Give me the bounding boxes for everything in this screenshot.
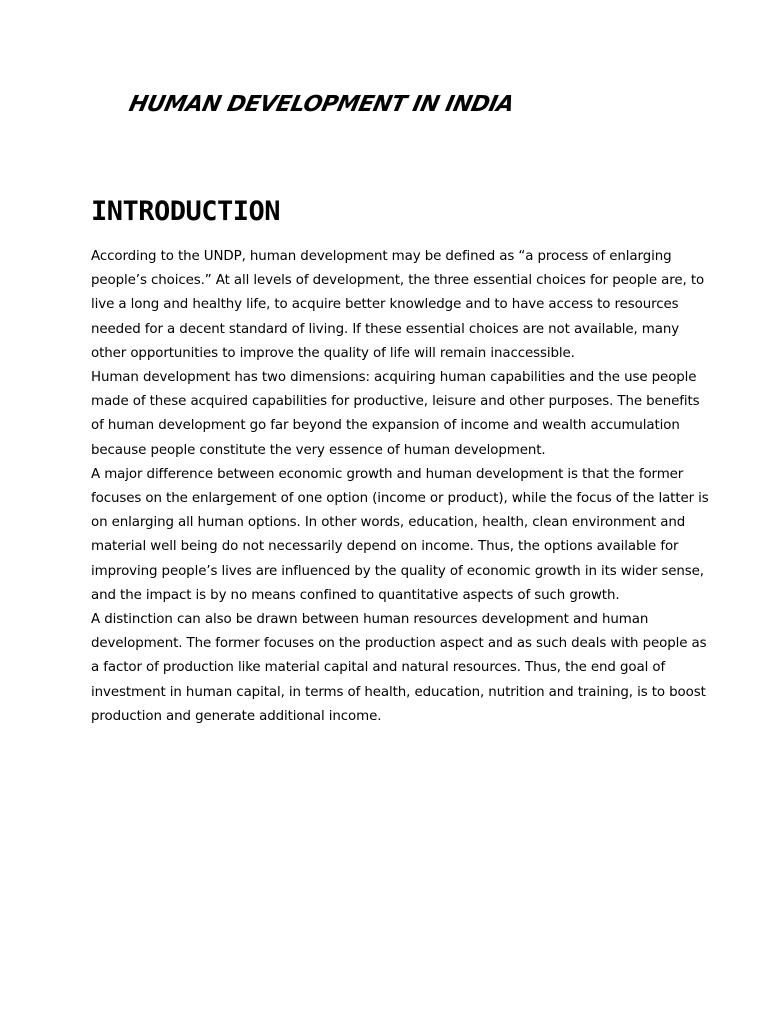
body-text [91,245,716,729]
section-heading: INTRODUCTION [91,196,281,227]
document-title: HUMAN DEVELOPMENT IN INDIA [126,92,516,117]
paragraph: Human development has two dimensions: acquiring human capabilities and the use people made of these acquired capabilities for productive, leisure and other purposes. The benefits of human development go far beyond the expansion of income and wealth accumulation because people constitute the very essence of human development. [91,370,700,458]
paragraph: A major difference between economic growth and human development is that the former focuses on the enlargement of one option (income or product), while the focus of the latter is on enlarging all human options. In other words, education, health, clean environment and material well being do not necessarily depend on income. Thus, the options available for improving people’s lives are influenced by the quality of economic growth in its wider sense, and the impact is by no means confined to quantitative aspects of such growth. [91,466,709,603]
paragraph: A distinction can also be drawn between human resources development and human development. The former focuses on the production aspect and as such deals with people as a factor of production like material capital and natural resources. Thus, the end goal of investment in human capital, in terms of health, education, nutrition and training, is to boost production and generate additional income. [91,612,707,724]
paragraph: According to the UNDP, human development may be defined as “a process of enlarging people’s choices.” At all levels of development, the three essential choices for people are, to live a long and healthy life, to acquire better knowledge and to have access to resources needed for a decent standard of living. If these essential choices are not available, many other opportunities to improve the quality of life will remain inaccessible. [91,249,705,361]
